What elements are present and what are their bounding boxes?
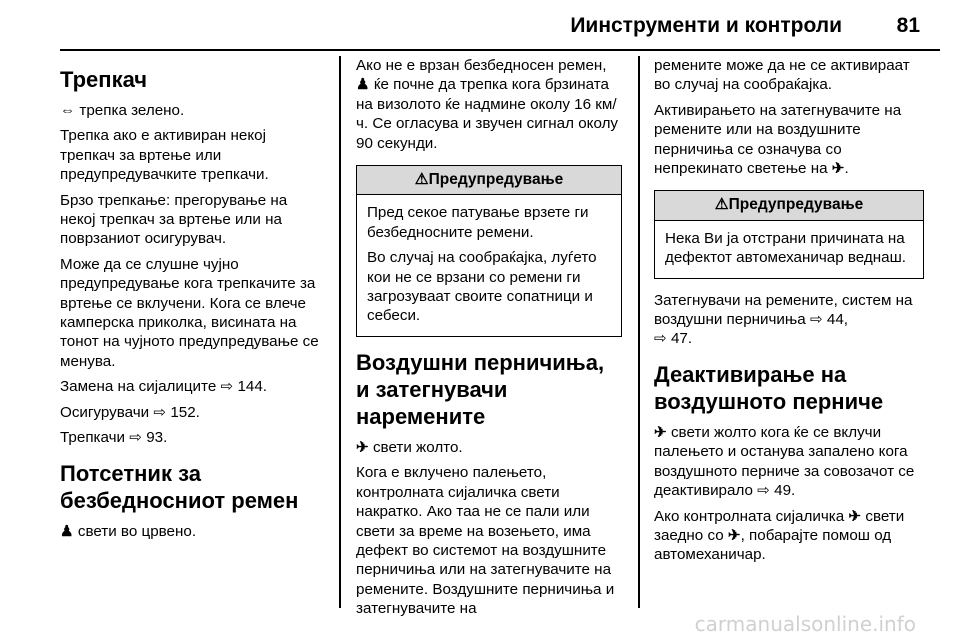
column-divider-2 bbox=[638, 56, 640, 608]
paragraph: Во случај на сообраќајка, луѓето кои не се врзани со ремени ги загрозуваат своите сопатници и себеси. bbox=[367, 249, 597, 325]
warning-header bbox=[357, 166, 621, 195]
airbag-icon: ✈ bbox=[831, 160, 845, 178]
paragraph bbox=[60, 522, 322, 541]
text: Осигурувачи bbox=[60, 403, 154, 421]
paragraph: ремените може да не се активираат во случај на сообраќајка. bbox=[654, 57, 910, 94]
seatbelt-icon: ♟ bbox=[60, 522, 74, 540]
warning-body bbox=[655, 221, 923, 278]
airbag-icon: ✈ bbox=[356, 438, 369, 456]
text: ќе почне да трепка кога брзината на визолото ќе надмине околу 16 км/ч. Се огласува и звучен сигнал околу 90 секунди. bbox=[356, 76, 619, 152]
airbag-on-icon: ✈ bbox=[848, 507, 862, 525]
column-divider-1 bbox=[339, 56, 341, 608]
column-3 bbox=[654, 56, 924, 571]
page-ref-arrow-icon: ⇨ bbox=[153, 403, 167, 421]
paragraph bbox=[654, 291, 924, 349]
column-1 bbox=[60, 56, 322, 547]
warning-header bbox=[655, 191, 923, 220]
text: , побарајте помош од автомеханичар. bbox=[654, 526, 892, 564]
airbag-icon: ✈ bbox=[727, 526, 741, 544]
page-ref-link[interactable]: 93. bbox=[146, 429, 168, 447]
page-ref-link[interactable]: 49. bbox=[774, 482, 796, 500]
paragraph bbox=[654, 101, 924, 179]
paragraph bbox=[356, 56, 622, 153]
paragraph: Нека Ви ја отстрани причината на дефектот автомеханичар веднаш. bbox=[665, 229, 906, 267]
watermark: carmanualsonline.info bbox=[694, 612, 916, 636]
page-ref-arrow-icon: ⇨ bbox=[220, 378, 234, 396]
text: Затегнувачи на ремените, систем на воздушни перничиња bbox=[654, 291, 913, 329]
heading-airbag-deactivation: Деактивирање на воздушното перниче bbox=[654, 361, 884, 414]
paragraph bbox=[60, 377, 322, 396]
text: Ако контролната сијаличка bbox=[654, 507, 849, 525]
text: свети жолто. bbox=[368, 438, 463, 456]
page-ref-arrow-icon: ⇨ bbox=[809, 311, 823, 329]
text: свети жолто кога ќе се вклучи палењето и останува запалено кога воздушното перниче за совозачот се деактивирало bbox=[654, 423, 915, 500]
warning-title: Предупредување bbox=[728, 196, 864, 214]
paragraph bbox=[60, 428, 322, 447]
page-ref-link[interactable]: 152. bbox=[170, 403, 200, 421]
text: свети во црвено. bbox=[73, 522, 197, 540]
text: Ако не е врзан безбедносен ремен, bbox=[356, 57, 607, 74]
page-number: 81 bbox=[896, 14, 920, 37]
turn-signal-icon: ⇔ bbox=[60, 102, 76, 119]
seatbelt-icon: ♟ bbox=[356, 76, 370, 94]
header-rule bbox=[60, 49, 940, 51]
warning-body bbox=[357, 195, 621, 335]
page-ref-link[interactable]: 47. bbox=[670, 330, 693, 348]
heading-seatbelt-reminder: Потсетник за безбедносниот ремен bbox=[60, 460, 299, 513]
paragraph bbox=[356, 438, 622, 457]
paragraph: Пред секое патување врзете ги безбедносните ремени. bbox=[367, 204, 589, 241]
warning-box bbox=[356, 165, 622, 337]
warning-box bbox=[654, 190, 924, 278]
paragraph: Кога е вклучено палењето, контролната сијаличка свети накратко. Ако таа не се пали или свети за време на возењето, има дефект во системот на воздушните перничиња или на затегнувачите на ремените. Воздушните перничиња и затегнувачите на bbox=[356, 464, 615, 618]
text: свети заедно со bbox=[654, 507, 905, 544]
page-ref-link[interactable]: 44, bbox=[826, 311, 849, 329]
page-ref-arrow-icon: ⇨ bbox=[654, 330, 667, 348]
text: Трепкачи bbox=[60, 429, 130, 447]
text: Замена на сијалиците bbox=[60, 378, 221, 396]
heading-trepkach: Трепкач bbox=[60, 67, 148, 92]
warning-triangle-icon: ⚠ bbox=[414, 171, 429, 189]
page-ref-link[interactable]: 144. bbox=[237, 378, 268, 396]
header-title: Иинструменти и контроли bbox=[570, 14, 842, 37]
text: . bbox=[844, 160, 849, 178]
warning-triangle-icon: ⚠ bbox=[714, 196, 729, 214]
text: трепка зелено. bbox=[75, 102, 185, 119]
paragraph bbox=[60, 101, 322, 120]
paragraph bbox=[654, 507, 924, 565]
page-ref-arrow-icon: ⇨ bbox=[129, 429, 142, 447]
page-ref-arrow-icon: ⇨ bbox=[757, 482, 770, 500]
heading-airbags: Воздушни перничиња, и затегнувачи наремените bbox=[356, 349, 605, 429]
text: Активирањето на затегнувачите на ремените или на воздушните перничиња се означува со непрекинато светење на bbox=[654, 101, 902, 178]
column-2 bbox=[356, 56, 622, 625]
paragraph: Може да се слушне чујно предупредување кога трепкачите за вртење се вклучени. Кога се влече камперска приколка, висината на тонот на чујното предупредување се менува. bbox=[60, 255, 319, 370]
paragraph bbox=[60, 403, 322, 422]
paragraph bbox=[654, 423, 924, 501]
paragraph: Брзо трепкање: прегорување на некој трепкач за вртење или на поврзаниот осигурувач. bbox=[60, 191, 288, 248]
paragraph: Трепка ако е активиран некој трепкач за вртење или предупредувачките трепкачи. bbox=[60, 127, 269, 184]
airbag-off-icon: ✈ bbox=[654, 423, 667, 441]
warning-title: Предупредување bbox=[428, 171, 564, 189]
